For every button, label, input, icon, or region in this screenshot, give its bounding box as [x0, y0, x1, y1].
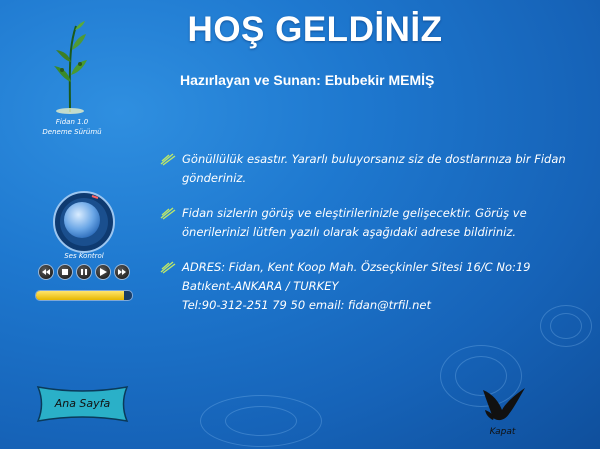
pause-button[interactable] — [76, 264, 92, 280]
bird-close-icon[interactable] — [475, 380, 530, 425]
pencil-bullet-icon — [160, 152, 176, 166]
media-controls — [38, 264, 130, 280]
info-text: Gönüllülük esastır. Yararlı buluyorsanız siz de dostlarınıza bir Fidan gönderiniz. — [182, 152, 566, 185]
volume-level — [36, 291, 124, 300]
app-name: Fidan 1.0 — [55, 118, 89, 126]
page-title: HOŞ GELDİNİZ — [187, 10, 443, 49]
water-ripple — [225, 406, 297, 436]
rewind-button[interactable] — [38, 264, 54, 280]
pencil-bullet-icon — [160, 206, 176, 220]
stop-icon — [61, 268, 69, 276]
volume-slider[interactable] — [35, 290, 133, 301]
contact-line: Tel:90-312-251 79 50 email: fidan@trfil.net — [182, 298, 432, 312]
sound-control-label: Ses Kontrol — [64, 252, 104, 260]
list-item — [160, 258, 590, 315]
info-list — [160, 150, 590, 331]
play-icon — [99, 268, 107, 276]
app-version: Deneme Sürümü — [42, 128, 102, 136]
volume-knob-icon[interactable] — [52, 190, 116, 254]
stop-button[interactable] — [57, 264, 73, 280]
home-button-label[interactable]: Ana Sayfa — [54, 397, 111, 410]
close-button-label[interactable]: Kapat — [489, 427, 516, 437]
pencil-bullet-icon — [160, 260, 176, 274]
rewind-icon — [42, 268, 50, 276]
fast-forward-button[interactable] — [114, 264, 130, 280]
play-button[interactable] — [95, 264, 111, 280]
pause-icon — [80, 268, 88, 276]
address-line: Batıkent-ANKARA / TURKEY — [182, 279, 339, 293]
info-text: Fidan sizlerin görüş ve eleştirilerinizle gelişecektir. Görüş ve önerilerinizi lütfen yazılı olarak aşağıdaki adrese bildiriniz. — [182, 206, 527, 239]
sapling-logo-icon — [40, 20, 100, 115]
list-item — [160, 204, 590, 242]
fast-forward-icon — [118, 268, 126, 276]
list-item — [160, 150, 590, 188]
author-subtitle: Hazırlayan ve Sunan: Ebubekir MEMİŞ — [180, 72, 435, 88]
address-line: ADRES: Fidan, Kent Koop Mah. Özseçkinler Sitesi 16/C No:19 — [182, 260, 531, 274]
